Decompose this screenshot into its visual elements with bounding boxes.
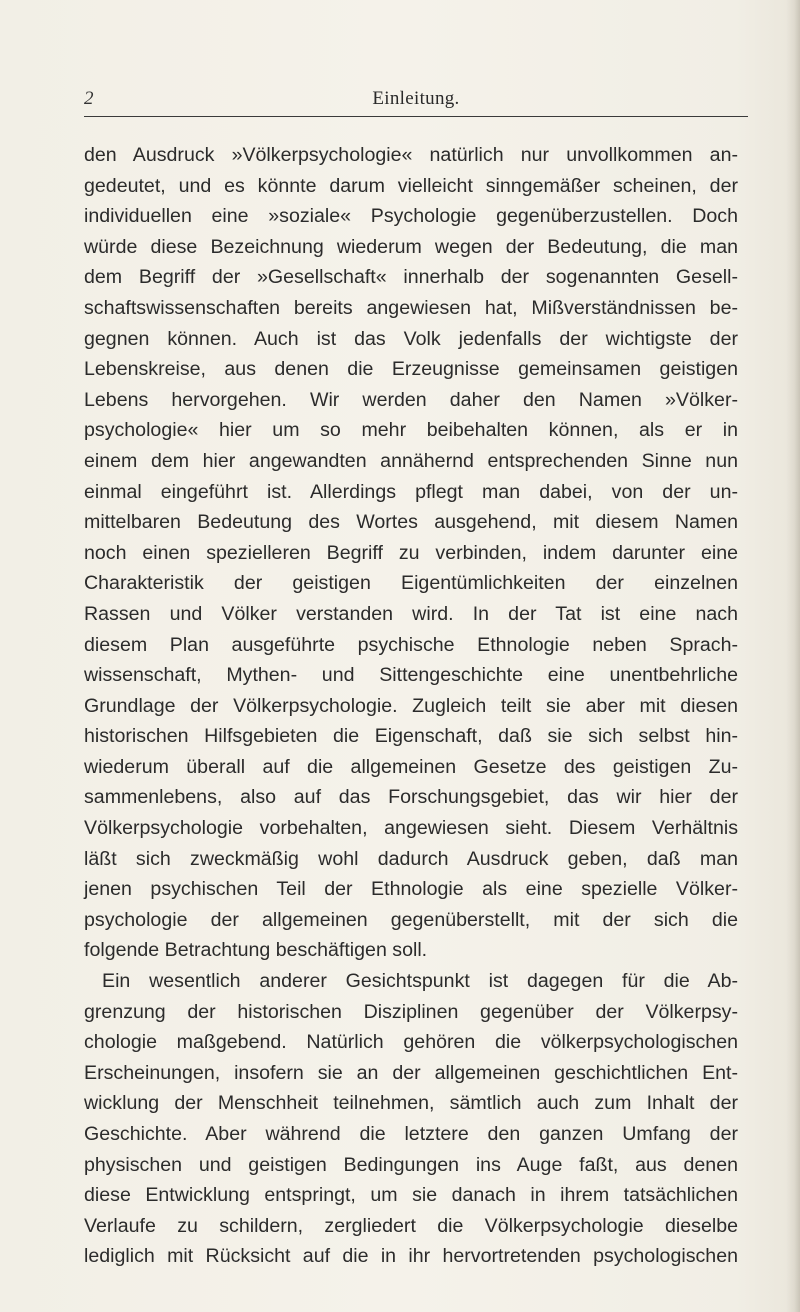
text-line: Erscheinungen, insofern sie an der allgemeinen geschichtlichen Ent- bbox=[84, 1061, 738, 1084]
text-line: Lebens hervorgehen. Wir werden daher den Namen »Völker- bbox=[84, 388, 738, 411]
text-line: mittelbaren Bedeutung des Wortes ausgehend, mit diesem Namen bbox=[84, 511, 738, 534]
text-line: Grundlage der Völkerpsychologie. Zugleich teilt sie aber mit diesen bbox=[84, 694, 738, 717]
text-line: läßt sich zweckmäßig wohl dadurch Ausdruck geben, daß man bbox=[84, 847, 738, 870]
text-line: Verlaufe zu schildern, zergliedert die Völkerpsychologie dieselbe bbox=[84, 1214, 738, 1237]
running-title: Einleitung. bbox=[372, 88, 460, 109]
text-line: gegnen können. Auch ist das Volk jedenfalls der wichtigste der bbox=[84, 327, 738, 350]
text-line: sammenlebens, also auf das Forschungsgebiet, das wir hier der bbox=[84, 786, 738, 809]
text-line: psychologie der allgemeinen gegenüberstellt, mit der sich die bbox=[84, 908, 738, 931]
text-line: einmal eingeführt ist. Allerdings pflegt man dabei, von der un- bbox=[84, 480, 738, 503]
text-line: jenen psychischen Teil der Ethnologie als eine spezielle Völker- bbox=[84, 878, 738, 901]
page-number: 2 bbox=[84, 88, 94, 109]
text-line: schaftswissenschaften bereits angewiesen hat, Mißverständnissen be- bbox=[84, 296, 738, 319]
page-edge-shadow bbox=[786, 0, 800, 1312]
text-line: Lebenskreise, aus denen die Erzeugnisse gemeinsamen geistigen bbox=[84, 358, 738, 381]
text-line: chologie maßgebend. Natürlich gehören die völkerpsychologischen bbox=[84, 1031, 738, 1054]
text-line: psychologie« hier um so mehr beibehalten können, als er in bbox=[84, 419, 738, 442]
text-line: Geschichte. Aber während die letztere den ganzen Umfang der bbox=[84, 1123, 738, 1145]
text-line: den Ausdruck »Völkerpsychologie« natürlich nur unvollkommen an- bbox=[84, 144, 738, 166]
text-line: physischen und geistigen Bedingungen ins Auge faßt, aus denen bbox=[84, 1153, 738, 1176]
text-line: gedeutet, und es könnte darum vielleicht sinngemäßer scheinen, der bbox=[84, 174, 738, 197]
text-line: Charakteristik der geistigen Eigentümlichkeiten der einzelnen bbox=[84, 572, 738, 595]
paragraph-end-line: folgende Betrachtung beschäftigen soll. bbox=[84, 939, 428, 962]
text-line: würde diese Bezeichnung wiederum wegen der Bedeutung, die man bbox=[84, 235, 738, 258]
paragraph-start-line: Ein wesentlich anderer Gesichtspunkt ist dagegen für die Ab- bbox=[102, 970, 738, 993]
text-line: grenzung der historischen Disziplinen gegenüber der Völkerpsy- bbox=[84, 1000, 738, 1023]
text-line: einem dem hier angewandten annähernd entsprechenden Sinne nun bbox=[84, 449, 738, 472]
text-line: noch einen spezielleren Begriff zu verbinden, indem darunter eine bbox=[84, 541, 738, 564]
text-line: lediglich mit Rücksicht auf die in ihr hervortretenden psychologischen bbox=[84, 1245, 738, 1268]
text-line: individuellen eine »soziale« Psychologie gegenüberzustellen. Doch bbox=[84, 205, 738, 228]
text-line: diesem Plan ausgeführte psychische Ethnologie neben Sprach- bbox=[84, 633, 738, 656]
body-text bbox=[84, 140, 738, 1272]
page-header bbox=[84, 86, 748, 117]
text-line: Rassen und Völker verstanden wird. In der Tat ist eine nach bbox=[84, 602, 738, 625]
text-line: wicklung der Menschheit teilnehmen, sämtlich auch zum Inhalt der bbox=[84, 1092, 738, 1115]
text-line: Völkerpsychologie vorbehalten, angewiesen sieht. Diesem Verhältnis bbox=[84, 817, 738, 840]
text-line: historischen Hilfsgebieten die Eigenschaft, daß sie sich selbst hin- bbox=[84, 725, 738, 748]
text-line: dem Begriff der »Gesellschaft« innerhalb der sogenannten Gesell- bbox=[84, 266, 738, 289]
text-line: wissenschaft, Mythen- und Sittengeschichte eine unentbehrliche bbox=[84, 664, 738, 687]
text-line: diese Entwicklung entspringt, um sie danach in ihrem tatsächlichen bbox=[84, 1184, 738, 1207]
text-line: wiederum überall auf die allgemeinen Gesetze des geistigen Zu- bbox=[84, 755, 738, 778]
